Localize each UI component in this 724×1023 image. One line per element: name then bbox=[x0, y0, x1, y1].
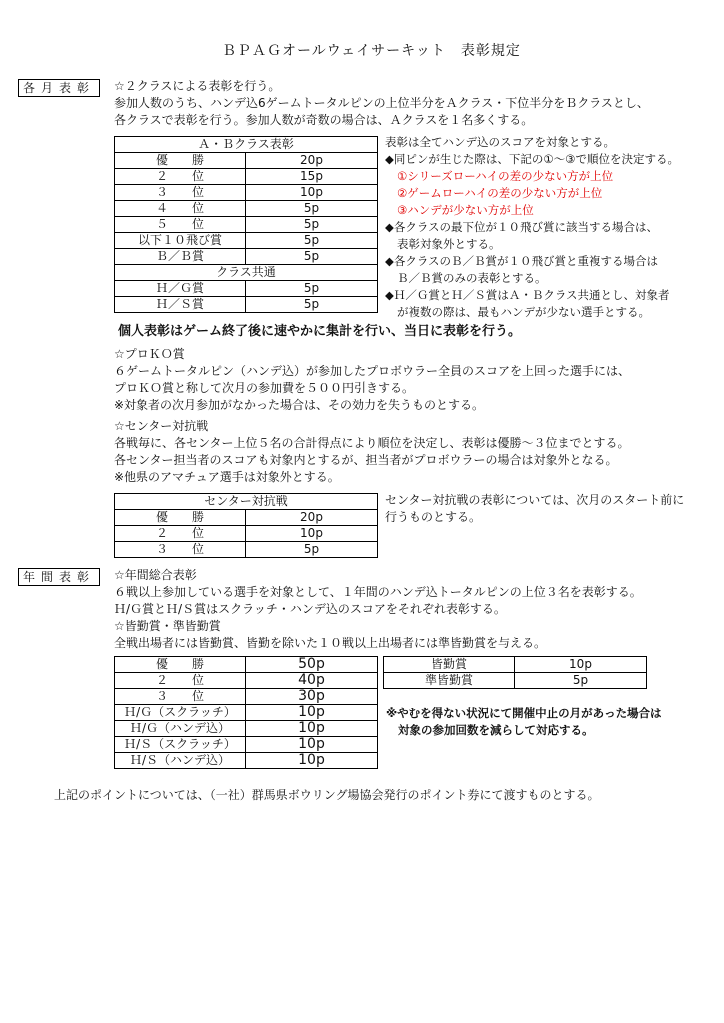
note-line: 表彰は全てハンデ込のスコアを対象とする。 bbox=[385, 135, 615, 149]
center-line: 各戦毎に、各センター上位５名の合計得点により順位を決定し、表彰は優勝～３位までとする。 bbox=[114, 436, 630, 450]
rank-cell: 準皆勤賞 bbox=[384, 673, 515, 689]
rank-cell: Ｈ/Ｓ（ハンデ込） bbox=[115, 753, 246, 769]
rank-cell: Ｈ/Ｓ（スクラッチ） bbox=[115, 737, 246, 753]
pro-ko-line: プロＫＯ賞と称して次月の参加費を５００円引きする。 bbox=[114, 381, 415, 395]
note-line: ◆各クラスのＢ／Ｂ賞が１０飛び賞と重複する場合は bbox=[385, 254, 658, 268]
rank-cell: Ｈ/Ｇ（スクラッチ） bbox=[115, 705, 246, 721]
rank-cell: ２ 位 bbox=[115, 673, 246, 689]
table-header: Ａ・Ｂクラス表彰 bbox=[115, 137, 378, 153]
rank-cell: ３ 位 bbox=[115, 689, 246, 705]
points-cell: 10p bbox=[246, 705, 378, 721]
table-row bbox=[115, 673, 378, 689]
table-row bbox=[115, 689, 378, 705]
section-label-monthly: 各月表彰 bbox=[18, 79, 100, 97]
page-title: ＢＰＡＧオールウェイサーキット 表彰規定 bbox=[222, 43, 521, 59]
annual-note bbox=[386, 705, 662, 739]
rank-cell: ３ 位 bbox=[115, 542, 246, 558]
points-cell: 5p bbox=[246, 542, 378, 558]
rank-cell: Ｈ／Ｓ賞 bbox=[115, 297, 246, 313]
points-cell: 5p bbox=[246, 281, 378, 297]
points-cell: 5p bbox=[246, 233, 378, 249]
monthly-intro-line: ☆２クラスによる表彰を行う。 bbox=[114, 79, 281, 93]
center-note bbox=[385, 492, 684, 526]
attendance-award-table bbox=[383, 656, 647, 689]
table-row bbox=[115, 753, 378, 769]
rank-cell: Ｂ／Ｂ賞 bbox=[115, 249, 246, 265]
center-section bbox=[114, 418, 630, 486]
center-note-line: センター対抗戦の表彰については、次月のスタート前に bbox=[385, 493, 685, 507]
rank-cell: 優 勝 bbox=[115, 510, 246, 526]
points-cell: 10p bbox=[246, 737, 378, 753]
center-line: ※他県のアマチュア選手は対象外とする。 bbox=[114, 470, 340, 484]
section-label-annual: 年間表彰 bbox=[18, 568, 100, 586]
points-cell: 10p bbox=[246, 753, 378, 769]
monthly-intro bbox=[114, 78, 649, 129]
rank-cell: ３ 位 bbox=[115, 185, 246, 201]
tiebreak-rule: ①シリーズローハイの差の少ない方が上位 bbox=[397, 169, 614, 183]
table-row bbox=[384, 657, 647, 673]
rank-cell: 以下１０飛び賞 bbox=[115, 233, 246, 249]
table-row bbox=[115, 201, 378, 217]
monthly-notes bbox=[385, 134, 679, 321]
table-row bbox=[115, 233, 378, 249]
center-line: 各センター担当者のスコアも対象内とするが、担当者がプロボウラーの場合は対象外となる。 bbox=[114, 453, 618, 467]
table-row bbox=[384, 673, 647, 689]
table-row bbox=[115, 217, 378, 233]
annual-intro-line: 全戦出場者には皆勤賞、皆勤を除いた１０戦以上出場者には準皆勤賞を与える。 bbox=[114, 636, 547, 650]
points-cell: 15p bbox=[246, 169, 378, 185]
points-cell: 5p bbox=[246, 217, 378, 233]
table-row bbox=[115, 526, 378, 542]
table-row bbox=[115, 542, 378, 558]
table-row bbox=[115, 737, 378, 753]
table-row bbox=[115, 657, 378, 673]
center-award-table bbox=[114, 493, 378, 558]
note-line: が複数の際は、最もハンデが少ない選手とする。 bbox=[397, 305, 650, 319]
center-line: ☆センター対抗戦 bbox=[114, 419, 209, 433]
rank-cell: ２ 位 bbox=[115, 169, 246, 185]
points-cell: 5p bbox=[246, 201, 378, 217]
rank-cell: ５ 位 bbox=[115, 217, 246, 233]
rank-cell: 皆勤賞 bbox=[384, 657, 515, 673]
points-cell: 10p bbox=[246, 526, 378, 542]
table-row bbox=[115, 281, 378, 297]
points-cell: 5p bbox=[246, 249, 378, 265]
monthly-intro-line: 参加人数のうち、ハンデ込6ゲームトータルピンの上位半分をＡクラス・下位半分をＢクラスとし、 bbox=[114, 96, 649, 110]
note-line: 表彰対象外とする。 bbox=[397, 237, 501, 251]
annual-intro-line: ☆年間総合表彰 bbox=[114, 568, 197, 582]
bold-note: 個人表彰はゲーム終了後に速やかに集計を行い、当日に表彰を行う。 bbox=[118, 324, 522, 339]
annual-note-line: ※やむを得ない状況にて開催中止の月があった場合は bbox=[386, 706, 662, 720]
points-cell: 20p bbox=[246, 153, 378, 169]
note-line: Ｂ／Ｂ賞のみの表彰とする。 bbox=[397, 271, 547, 285]
table-row bbox=[115, 705, 378, 721]
table-row bbox=[115, 153, 378, 169]
points-cell: 10p bbox=[515, 657, 647, 673]
points-cell: 5p bbox=[246, 297, 378, 313]
pro-ko-line: ※対象者の次月参加がなかった場合は、その効力を失うものとする。 bbox=[114, 398, 485, 412]
note-line: ◆Ｈ／Ｇ賞とＨ／Ｓ賞はＡ・Ｂクラス共通とし、対象者 bbox=[385, 288, 670, 302]
points-cell: 20p bbox=[246, 510, 378, 526]
points-cell: 10p bbox=[246, 721, 378, 737]
points-cell: 30p bbox=[246, 689, 378, 705]
annual-intro-line: ６戦以上参加している選手を対象として、１年間のハンデ込トータルピンの上位３名を表彰する。 bbox=[114, 585, 642, 599]
rank-cell: Ｈ／Ｇ賞 bbox=[115, 281, 246, 297]
pro-ko-line: ６ゲームトータルピン（ハンデ込）が参加したプロボウラー全員のスコアを上回った選手には、 bbox=[114, 364, 631, 378]
rank-cell: 優 勝 bbox=[115, 657, 246, 673]
table-subheader: クラス共通 bbox=[115, 265, 378, 281]
points-cell: 5p bbox=[515, 673, 647, 689]
table-row bbox=[115, 169, 378, 185]
table-row bbox=[115, 510, 378, 526]
tiebreak-rule: ②ゲームローハイの差の少ない方が上位 bbox=[397, 186, 603, 200]
tiebreak-rule: ③ハンデが少ない方が上位 bbox=[397, 203, 534, 217]
pro-ko-line: ☆プロＫＯ賞 bbox=[114, 347, 185, 361]
rank-cell: 優 勝 bbox=[115, 153, 246, 169]
points-cell: 40p bbox=[246, 673, 378, 689]
center-note-line: 行うものとする。 bbox=[385, 510, 482, 524]
annual-intro-line: ☆皆勤賞・準皆勤賞 bbox=[114, 619, 221, 633]
rank-cell: Ｈ/Ｇ（ハンデ込） bbox=[115, 721, 246, 737]
note-line: ◆同ピンが生じた際は、下記の①～③で順位を決定する。 bbox=[385, 152, 679, 166]
rank-cell: ４ 位 bbox=[115, 201, 246, 217]
table-row bbox=[115, 297, 378, 313]
annual-award-table bbox=[114, 656, 378, 769]
rank-cell: ２ 位 bbox=[115, 526, 246, 542]
footer-note: 上記のポイントについては、（一社）群馬県ボウリング場協会発行のポイント券にて渡すものとする。 bbox=[54, 788, 600, 802]
table-header: センター対抗戦 bbox=[115, 494, 378, 510]
annual-intro-line: Ｈ/Ｇ賞とＨ/Ｓ賞はスクラッチ・ハンデ込のスコアをそれぞれ表彰する。 bbox=[114, 602, 506, 616]
pro-ko-section bbox=[114, 346, 630, 414]
table-row bbox=[115, 185, 378, 201]
annual-note-line: 対象の参加回数を減らして対応する。 bbox=[398, 723, 594, 737]
table-row bbox=[115, 721, 378, 737]
note-line: ◆各クラスの最下位が１０飛び賞に該当する場合は、 bbox=[385, 220, 658, 234]
annual-intro bbox=[114, 567, 642, 652]
table-row bbox=[115, 249, 378, 265]
points-cell: 10p bbox=[246, 185, 378, 201]
monthly-award-table bbox=[114, 136, 378, 313]
monthly-intro-line: 各クラスで表彰を行う。参加人数が奇数の場合は、Ａクラスを１名多くする。 bbox=[114, 113, 534, 127]
points-cell: 50p bbox=[246, 657, 378, 673]
